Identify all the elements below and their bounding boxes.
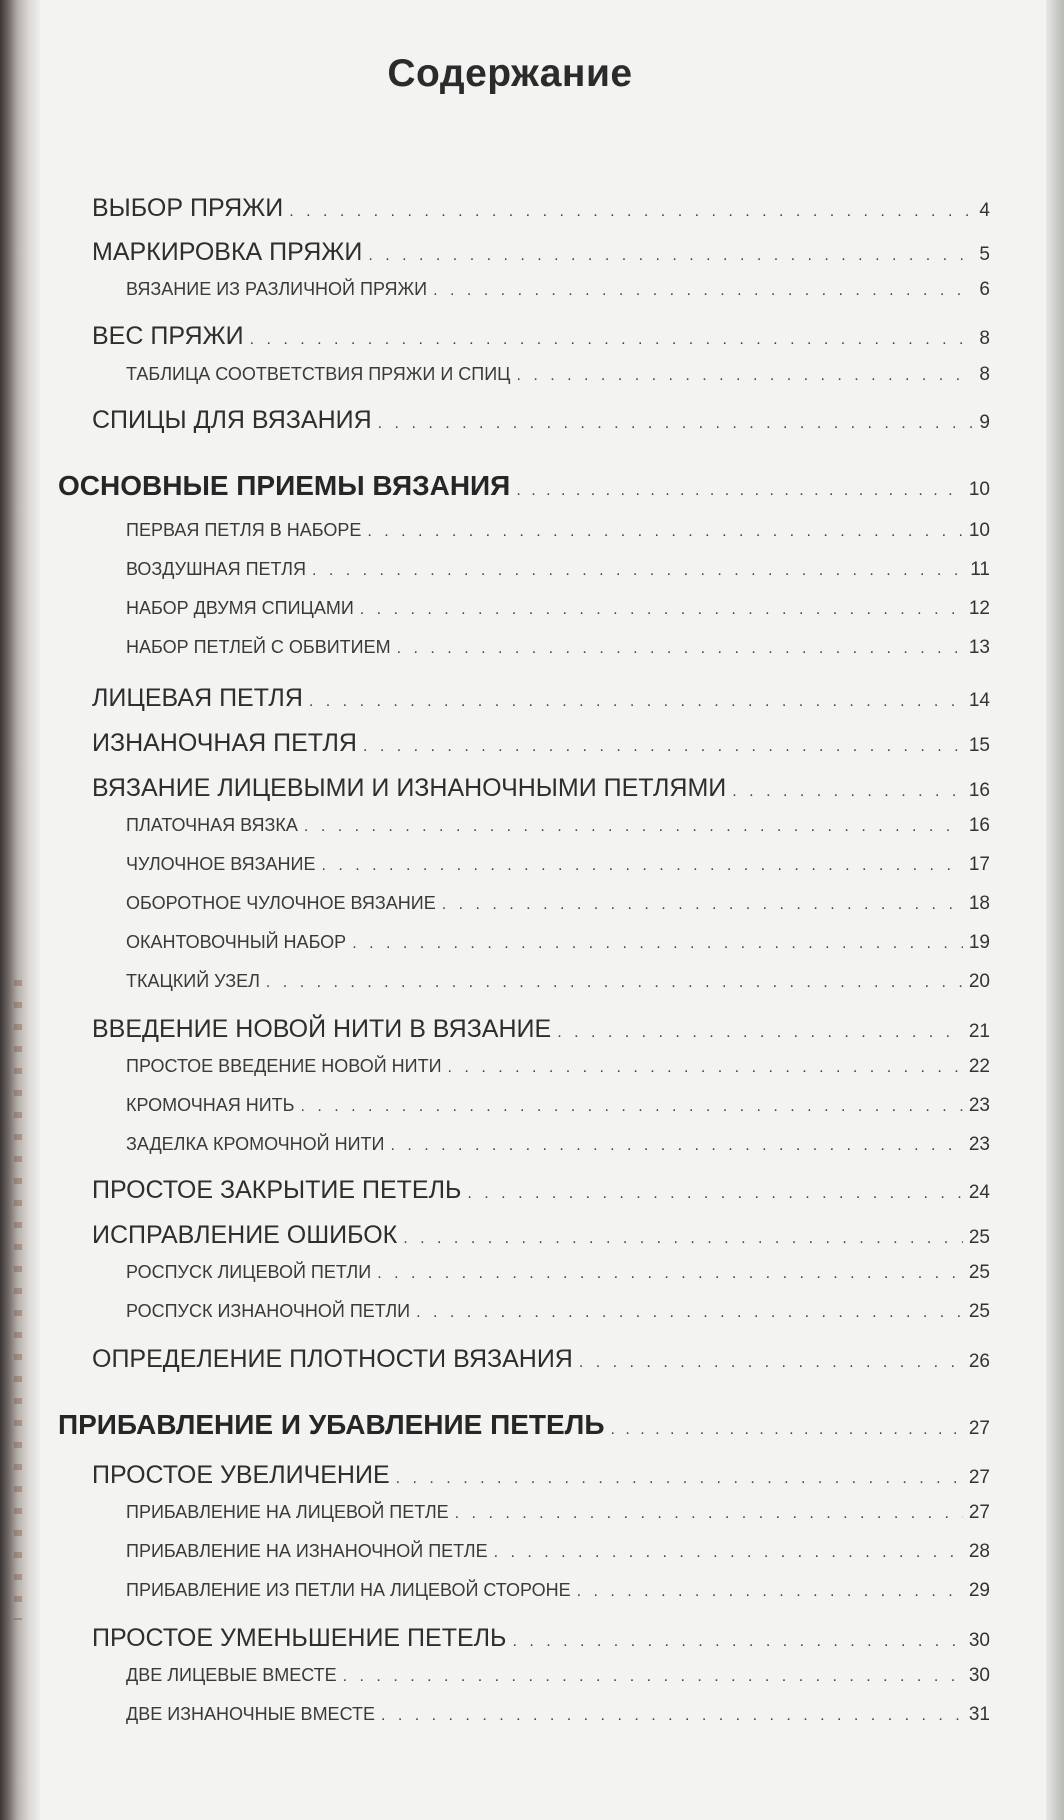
toc-section-heading [58, 1409, 990, 1441]
dot-leader [433, 282, 973, 300]
toc-subentry [126, 279, 990, 301]
toc-entry [92, 1624, 990, 1653]
toc-entry-title: ОБОРОТНОЕ ЧУЛОЧНОЕ ВЯЗАНИЕ [126, 893, 436, 913]
toc-entry-page: 31 [968, 1704, 990, 1725]
toc-entry-title: ПРИБАВЛЕНИЕ НА ЛИЦЕВОЙ ПЕТЛЕ [126, 1502, 449, 1522]
toc-entry-page: 23 [968, 1095, 990, 1116]
toc-entry-title: ЛИЦЕВАЯ ПЕТЛЯ [92, 684, 303, 712]
dot-leader [610, 1421, 962, 1439]
toc-entry [92, 774, 990, 803]
toc-entry [92, 194, 990, 223]
dot-leader [516, 482, 963, 500]
spine-marks [14, 980, 22, 1620]
toc-subentry [126, 1704, 990, 1726]
toc-entry-page: 29 [968, 1580, 990, 1601]
toc-subentry [126, 1134, 990, 1156]
toc-entry-title: РОСПУСК ИЗНАНОЧНОЙ ПЕТЛИ [126, 1301, 411, 1321]
toc-entry-title: ПРОСТОЕ ЗАКРЫТИЕ ПЕТЕЛЬ [92, 1176, 462, 1204]
toc-entry-page: 27 [968, 1467, 990, 1488]
toc-entry-title: НАБОР ДВУМЯ СПИЦАМИ [126, 598, 354, 618]
toc-subentry [126, 1262, 990, 1284]
toc-entry-title: ОКАНТОВОЧНЫЙ НАБОР [126, 932, 347, 952]
toc-entry-title: ОПРЕДЕЛЕНИЕ ПЛОТНОСТИ ВЯЗАНИЯ [92, 1345, 573, 1373]
toc-entry-page: 16 [968, 815, 990, 836]
dot-leader [579, 1354, 963, 1372]
toc-entry-page: 8 [979, 328, 990, 349]
toc-entry-title: ПРОСТОЕ УВЕЛИЧЕНИЕ [92, 1461, 390, 1489]
toc-entry-page: 10 [968, 520, 990, 541]
toc-entry-page: 27 [968, 1418, 990, 1439]
toc-subentry [126, 854, 990, 876]
dot-leader [390, 1137, 962, 1155]
toc-entry [92, 1345, 990, 1374]
toc-entry [92, 729, 990, 758]
toc-entry-page: 19 [968, 932, 990, 953]
toc-entry-title: ПРИБАВЛЕНИЕ НА ИЗНАНОЧНОЙ ПЕТЛЕ [126, 1541, 488, 1561]
toc-entry-title: ПЕРВАЯ ПЕТЛЯ В НАБОРЕ [126, 520, 362, 540]
toc-subentry [126, 637, 990, 659]
dot-leader [352, 935, 963, 953]
toc-entry-title: МАРКИРОВКА ПРЯЖИ [92, 238, 363, 266]
toc-entry-page: 16 [968, 780, 990, 801]
toc-entry-page: 25 [968, 1227, 990, 1248]
toc-entry-page: 30 [968, 1665, 990, 1686]
toc-entry-page: 15 [968, 735, 990, 756]
toc-entry [92, 238, 990, 267]
toc-entry-page: 27 [968, 1502, 990, 1523]
toc-subentry [126, 1665, 990, 1687]
toc-entry-title: ИСПРАВЛЕНИЕ ОШИБОК [92, 1221, 398, 1249]
toc-entry-page: 4 [979, 200, 990, 221]
dot-leader [360, 601, 963, 619]
toc-entry-title: ТКАЦКИЙ УЗЕЛ [126, 971, 260, 991]
toc-entry-title: КРОМОЧНАЯ НИТЬ [126, 1095, 295, 1115]
toc-section-heading [58, 470, 990, 502]
toc-subentry [126, 893, 990, 915]
toc-entry-title: СПИЦЫ ДЛЯ ВЯЗАНИЯ [92, 406, 372, 434]
page-right-edge [1046, 0, 1064, 1820]
dot-leader [367, 523, 963, 541]
dot-leader [397, 640, 963, 658]
toc-subentry [126, 932, 990, 954]
toc-subentry [126, 1301, 990, 1323]
dot-leader [512, 1633, 962, 1651]
dot-leader [396, 1470, 963, 1488]
dot-leader [732, 783, 963, 801]
toc-subentry [126, 1095, 990, 1117]
toc-entry-title: НАБОР ПЕТЛЕЙ С ОБВИТИЕМ [126, 637, 391, 657]
toc-entry-title: ВВЕДЕНИЕ НОВОЙ НИТИ В ВЯЗАНИЕ [92, 1015, 552, 1043]
toc-entry-title: ВЯЗАНИЕ ИЗ РАЗЛИЧНОЙ ПРЯЖИ [126, 279, 428, 299]
dot-leader [250, 331, 974, 349]
toc-entry-page: 9 [979, 412, 990, 433]
toc-subentry [126, 1580, 990, 1602]
toc-entry-title: ВЫБОР ПРЯЖИ [92, 194, 284, 222]
dot-leader [516, 367, 973, 385]
toc-entry-title: ВЕС ПРЯЖИ [92, 322, 244, 350]
dot-leader [312, 562, 964, 580]
dot-leader [304, 818, 963, 836]
toc-entry-page: 17 [968, 854, 990, 875]
toc-entry-title: ПРОСТОЕ УМЕНЬШЕНИЕ ПЕТЕЛЬ [92, 1624, 507, 1652]
toc-entry-title: ПРИБАВЛЕНИЕ ИЗ ПЕТЛИ НА ЛИЦЕВОЙ СТОРОНЕ [126, 1580, 571, 1600]
toc-subentry [126, 598, 990, 620]
toc-subentry [126, 559, 990, 581]
toc-entry-title: ИЗНАНОЧНАЯ ПЕТЛЯ [92, 729, 357, 757]
dot-leader [557, 1024, 963, 1042]
dot-leader [442, 896, 963, 914]
toc-entry-page: 18 [968, 893, 990, 914]
toc-entry-page: 20 [968, 971, 990, 992]
toc-entry-title: ПРОСТОЕ ВВЕДЕНИЕ НОВОЙ НИТИ [126, 1056, 442, 1076]
toc-subentry [126, 364, 990, 386]
dot-leader [377, 1265, 963, 1283]
toc-entry [92, 1015, 990, 1044]
toc-entry-page: 5 [979, 244, 990, 265]
toc-subentry [126, 520, 990, 542]
toc-entry-page: 23 [968, 1134, 990, 1155]
toc-entry-title: ДВЕ ЛИЦЕВЫЕ ВМЕСТЕ [126, 1665, 337, 1685]
toc-entry-page: 13 [968, 637, 990, 658]
dot-leader [289, 203, 973, 221]
toc-entry-page: 8 [979, 364, 990, 385]
dot-leader [416, 1304, 963, 1322]
dot-leader [343, 1668, 963, 1686]
page-title: Содержание [387, 52, 633, 95]
toc-entry-page: 14 [968, 690, 990, 711]
toc-entry-page: 25 [968, 1262, 990, 1283]
toc-entry-title: ПЛАТОЧНАЯ ВЯЗКА [126, 815, 298, 835]
toc-entry-page: 25 [968, 1301, 990, 1322]
toc-entry [92, 322, 990, 351]
dot-leader [455, 1505, 963, 1523]
dot-leader [494, 1544, 963, 1562]
dot-leader [577, 1583, 963, 1601]
toc-entry-page: 12 [968, 598, 990, 619]
toc-entry [92, 1221, 990, 1250]
toc-entry-title: ТАБЛИЦА СООТВЕТСТВИЯ ПРЯЖИ И СПИЦ [126, 364, 511, 384]
toc-entry-page: 22 [968, 1056, 990, 1077]
toc-subentry [126, 1502, 990, 1524]
dot-leader [321, 857, 962, 875]
toc-subentry [126, 815, 990, 837]
dot-leader [300, 1098, 962, 1116]
dot-leader [309, 693, 963, 711]
dot-leader [381, 1707, 963, 1725]
toc-entry-title: ВОЗДУШНАЯ ПЕТЛЯ [126, 559, 306, 579]
toc-entry-title: ЗАДЕЛКА КРОМОЧНОЙ НИТИ [126, 1134, 385, 1154]
toc-entry-title: РОСПУСК ЛИЦЕВОЙ ПЕТЛИ [126, 1262, 372, 1282]
dot-leader [448, 1059, 963, 1077]
toc-entry-page: 30 [968, 1630, 990, 1651]
toc-entry-page: 24 [968, 1182, 990, 1203]
toc-entry-page: 11 [970, 559, 990, 580]
toc-entry-title: ЧУЛОЧНОЕ ВЯЗАНИЕ [126, 854, 316, 874]
toc-entry-title: ВЯЗАНИЕ ЛИЦЕВЫМИ И ИЗНАНОЧНЫМИ ПЕТЛЯМИ [92, 774, 727, 802]
toc-entry-page: 10 [968, 479, 990, 500]
toc-entry-page: 6 [979, 279, 990, 300]
toc-entry-page: 28 [968, 1541, 990, 1562]
toc-entry-title: ПРИБАВЛЕНИЕ И УБАВЛЕНИЕ ПЕТЕЛЬ [58, 1409, 605, 1440]
toc-entry [92, 684, 990, 713]
toc-subentry [126, 971, 990, 993]
toc-entry [92, 1461, 990, 1490]
dot-leader [467, 1185, 962, 1203]
toc-entry-page: 26 [968, 1351, 990, 1372]
toc-subentry [126, 1056, 990, 1078]
dot-leader [368, 247, 973, 265]
toc-subentry [126, 1541, 990, 1563]
dot-leader [266, 974, 963, 992]
dot-leader [403, 1230, 963, 1248]
dot-leader [363, 738, 963, 756]
dot-leader [378, 415, 974, 433]
toc-entry [92, 406, 990, 435]
toc-entry-page: 21 [968, 1021, 990, 1042]
toc-entry-title: ОСНОВНЫЕ ПРИЕМЫ ВЯЗАНИЯ [58, 470, 511, 501]
toc-entry-title: ДВЕ ИЗНАНОЧНЫЕ ВМЕСТЕ [126, 1704, 375, 1724]
toc-entry [92, 1176, 990, 1205]
